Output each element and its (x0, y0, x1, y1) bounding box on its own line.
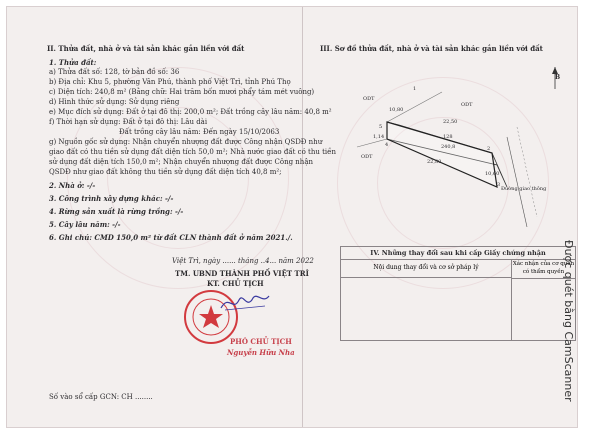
land-plot-diagram (347, 67, 577, 227)
land-usage-term: f) Thời hạn sử dụng: Đất ở tại đô thị: Lâu dài (49, 118, 208, 126)
changes-table-title: IV. Những thay đổi sau khi cấp Giấy chứng nhận (341, 247, 575, 260)
road-label: Đường giao thông (501, 186, 547, 192)
vice-chairman-title: PHÓ CHỦ TỊCH (230, 337, 292, 346)
odt-bottom-left: ODT (361, 154, 373, 160)
dim-right: 10,60 (485, 171, 500, 177)
changes-table (340, 246, 576, 341)
scanner-watermark: Được quét bằng CamScanner (562, 240, 575, 402)
construction-line: 3. Công trình xây dựng khác: -/- (49, 194, 174, 203)
point-3: 3 (497, 182, 501, 188)
land-origin-1: g) Nguồn gốc sử dụng: Nhận chuyển nhượng đất được Công nhận QSDĐ như (49, 138, 323, 146)
odt-top-left: ODT (363, 96, 375, 102)
house-line: 2. Nhà ở: -/- (49, 181, 96, 190)
page-fold (302, 7, 303, 427)
dim-top: 22,50 (443, 119, 458, 125)
land-origin-2: giao đất có thu tiền sử dụng đất diện tích 50,0 m²; Nhà nước giao đất có thu tiền (49, 148, 336, 156)
dim-left-2: 1,14 (373, 134, 385, 140)
signer-name: Nguyễn Hữu Nha (227, 348, 295, 357)
forest-line: 4. Rừng sản xuất là rừng trồng: -/- (49, 207, 184, 216)
note-line: 6. Ghi chú: CMD 150,0 m² từ đất CLN thành đất ở năm 2021./. (49, 233, 293, 242)
land-heading: 1. Thửa đất: (49, 58, 97, 67)
land-area: c) Diện tích: 240,8 m² (Bằng chữ: Hai trăm bốn mươi phẩy tám mét vuông) (49, 88, 315, 96)
point-5: 5 (379, 124, 383, 130)
point-4: 4 (385, 142, 389, 148)
perennial-line: 5. Cây lâu năm: -/- (49, 220, 121, 229)
north-label: B (555, 74, 561, 81)
changes-col-content: Nội dung thay đổi và cơ sở pháp lý (341, 259, 512, 278)
land-parcel-number: a) Thửa đất số: 128, tờ bản đồ số: 36 (49, 68, 180, 76)
point-1: 1 (413, 86, 417, 92)
changes-col-confirm: Xác nhận của cơ quan có thẩm quyền (511, 259, 576, 279)
dim-bottom: 22,80 (427, 159, 442, 165)
land-usage-term-2: Đất trồng cây lâu năm: Đến ngày 15/10/2063 (119, 128, 280, 136)
issue-date: Việt Trì, ngày ...... tháng ..4... năm 2022 (172, 257, 314, 265)
changes-table-divider (511, 277, 512, 341)
point-2: 2 (487, 146, 491, 152)
dim-left-1: 10,80 (389, 107, 404, 113)
section-ii-title: II. Thửa đất, nhà ở và tài sản khác gắn liền với đất (47, 44, 245, 53)
land-address: b) Địa chỉ: Khu 5, phường Vân Phú, thành phố Việt Trì, tỉnh Phú Thọ (49, 78, 291, 86)
certificate-sheet (6, 6, 578, 428)
parcel-area-label: 240,8 (441, 144, 456, 150)
signatory-office: TM. UBND THÀNH PHỐ VIỆT TRÌ (175, 269, 309, 278)
land-origin-3: sử dụng đất diện tích 150,0 m²; Nhận chuyển nhượng đất được Công nhận (49, 158, 313, 166)
land-usage-form: d) Hình thức sử dụng: Sử dụng riêng (49, 98, 180, 106)
registry-number: Số vào sổ cấp GCN: CH ........ (49, 393, 153, 401)
land-usage-purpose: e) Mục đích sử dụng: Đất ở tại đô thị: 200,0 m²; Đất trồng cây lâu năm: 40,8 m² (49, 108, 332, 116)
handwritten-signature (219, 290, 271, 314)
land-origin-4: QSDĐ như giao đất không thu tiền sử dụng đất diện tích 40,8 m²; (49, 168, 282, 176)
signatory-role: KT. CHỦ TỊCH (207, 279, 264, 288)
section-iii-title: III. Sơ đồ thửa đất, nhà ở và tài sản khác gắn liền với đất (320, 44, 543, 53)
odt-top-right: ODT (461, 102, 473, 108)
parcel-number-label: 128 (443, 134, 453, 140)
